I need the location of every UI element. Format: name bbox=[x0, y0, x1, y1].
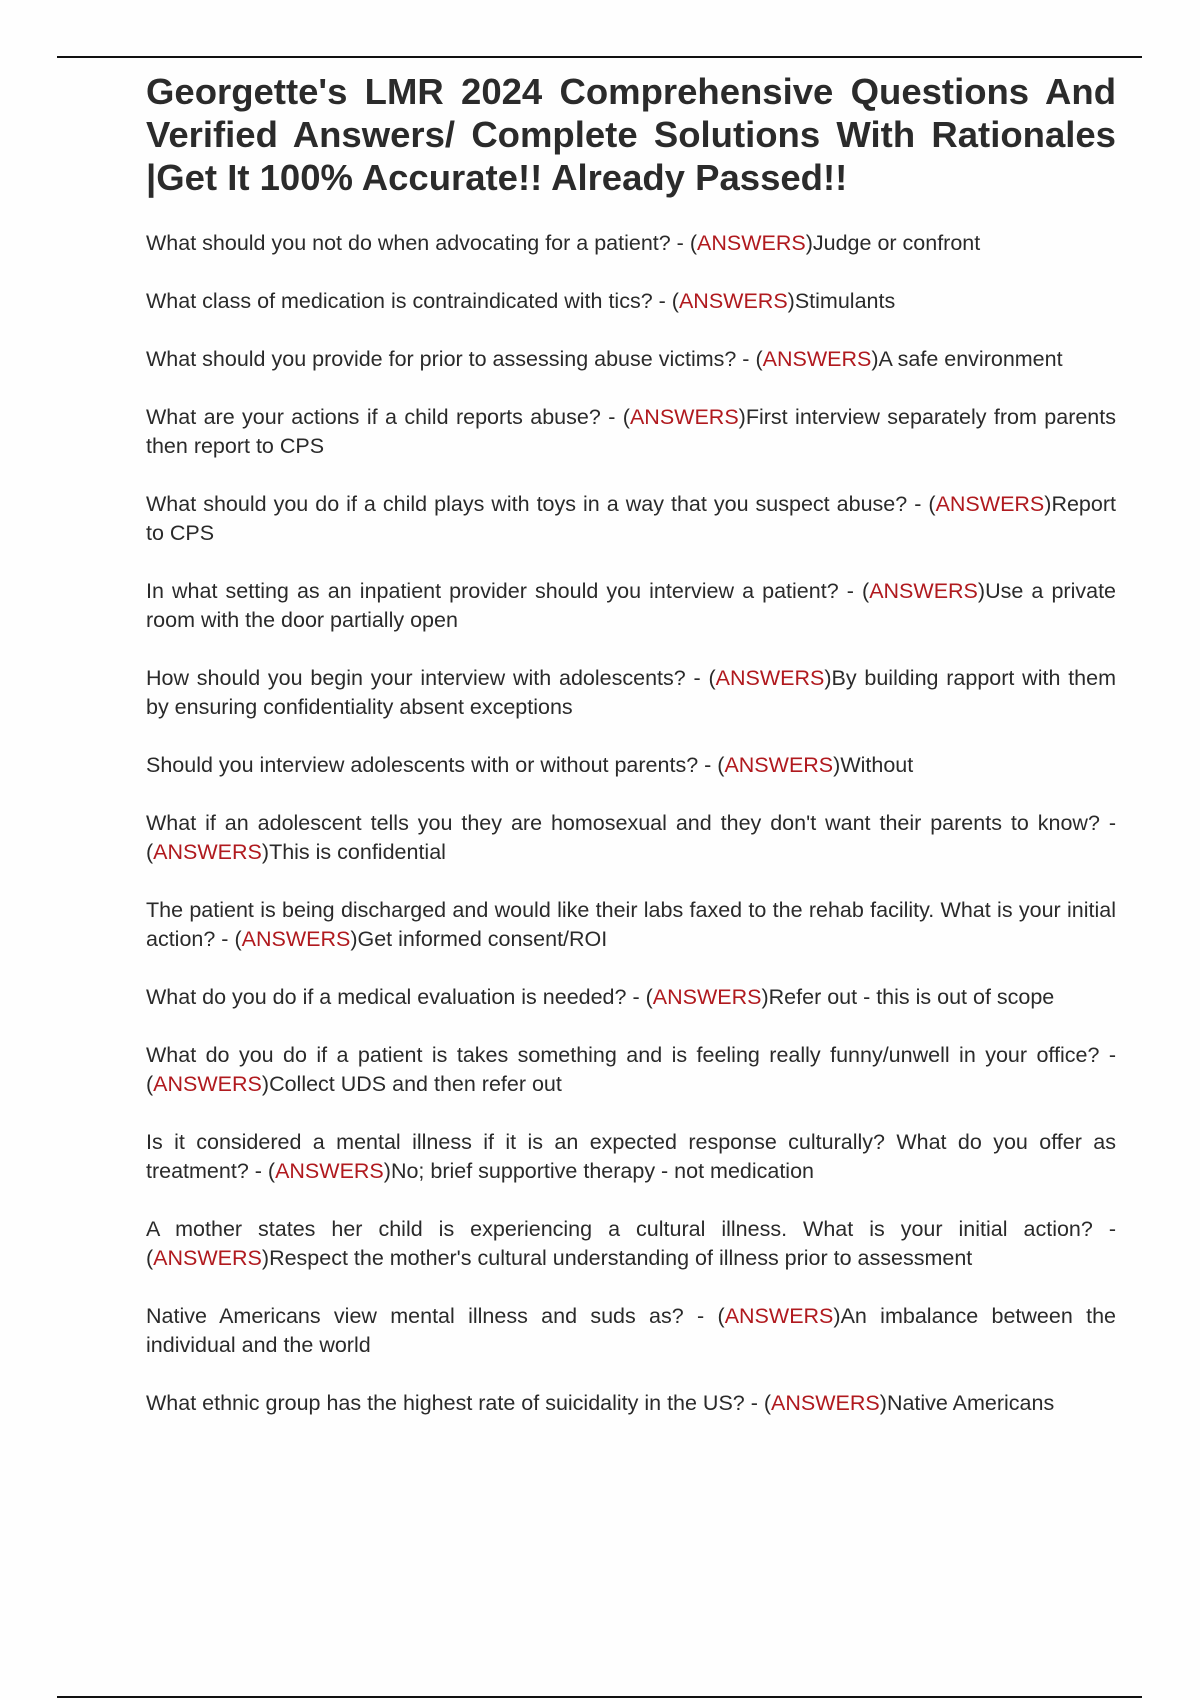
qa-list bbox=[146, 229, 1116, 1418]
qa-item: What do you do if a medical evaluation is needed? - (ANSWERS)Refer out - this is out of scope bbox=[146, 985, 1055, 1009]
answer-text: By building rapport with them by ensuring confidentiality absent exceptions bbox=[146, 666, 1116, 719]
qa-item: What ethnic group has the highest rate of suicidality in the US? - (ANSWERS)Native Americans bbox=[146, 1391, 1055, 1415]
question-text: What class of medication is contraindicated with tics? - bbox=[146, 289, 672, 313]
answer-label: ANSWERS bbox=[771, 1391, 880, 1415]
question-text: What are your actions if a child reports abuse? - bbox=[146, 405, 623, 429]
answer-text: Respect the mother's cultural understanding of illness prior to assessment bbox=[269, 1246, 973, 1270]
qa-item: Native Americans view mental illness and suds as? - (ANSWERS)An imbalance between the individual and the world bbox=[146, 1304, 1116, 1357]
question-text: What if an adolescent tells you they are homosexual and they don't want their parents to know? - bbox=[146, 811, 1116, 835]
answer-text: A safe environment bbox=[878, 347, 1063, 371]
qa-item: Is it considered a mental illness if it is an expected response culturally? What do you offer as treatment? - (ANSWERS)No; brief supportive therapy - not medication bbox=[146, 1130, 1116, 1183]
answer-label: ANSWERS bbox=[275, 1159, 384, 1183]
answer-label: ANSWERS bbox=[724, 753, 834, 777]
answer-text: An imbalance between the individual and the world bbox=[146, 1304, 1116, 1357]
answer-label: ANSWERS bbox=[869, 579, 978, 603]
question-text: Is it considered a mental illness if it is an expected response culturally? What do you offer as treatment? - bbox=[146, 1130, 1116, 1183]
qa-item: What class of medication is contraindicated with tics? - (ANSWERS)Stimulants bbox=[146, 289, 896, 313]
top-divider bbox=[57, 56, 1142, 58]
answer-label: ANSWERS bbox=[153, 1072, 262, 1096]
qa-item: What should you not do when advocating for a patient? - (ANSWERS)Judge or confront bbox=[146, 231, 981, 255]
answer-text: Report to CPS bbox=[146, 492, 1116, 545]
answer-text: Judge or confront bbox=[812, 231, 981, 255]
qa-item: What if an adolescent tells you they are homosexual and they don't want their parents to know? - (ANSWERS)This is confidential bbox=[146, 811, 1116, 864]
question-text: How should you begin your interview with adolescents? - bbox=[146, 666, 709, 690]
question-text: A mother states her child is experiencing a cultural illness. What is your initial action? - bbox=[146, 1217, 1116, 1241]
answer-text: Stimulants bbox=[794, 289, 896, 313]
answer-text: Get informed consent/ROI bbox=[357, 927, 608, 951]
answer-text: Collect UDS and then refer out bbox=[269, 1072, 562, 1096]
qa-item: Should you interview adolescents with or without parents? - (ANSWERS)Without bbox=[146, 753, 914, 777]
question-text: Native Americans view mental illness and suds as? - bbox=[146, 1304, 718, 1328]
answer-text: First interview separately from parents then report to CPS bbox=[146, 405, 1116, 458]
qa-item: What are your actions if a child reports abuse? - (ANSWERS)First interview separately from parents then report to CPS bbox=[146, 405, 1116, 458]
answer-text: This is confidential bbox=[269, 840, 446, 864]
question-text: What do you do if a medical evaluation is needed? - bbox=[146, 985, 646, 1009]
question-text: What should you not do when advocating for a patient? - bbox=[146, 231, 690, 255]
answer-label: ANSWERS bbox=[935, 492, 1045, 516]
qa-item: What should you do if a child plays with toys in a way that you suspect abuse? - (ANSWERS)Report to CPS bbox=[146, 492, 1116, 545]
answer-label: ANSWERS bbox=[629, 405, 739, 429]
document-title: Georgette's LMR 2024 Comprehensive Questions And Verified Answers/ Complete Solutions With Rationales |Get It 100% Accurate!! Already Passed!! bbox=[146, 71, 1116, 198]
answer-label: ANSWERS bbox=[762, 347, 872, 371]
answer-label: ANSWERS bbox=[697, 231, 806, 255]
answer-label: ANSWERS bbox=[724, 1304, 834, 1328]
qa-item: A mother states her child is experiencing a cultural illness. What is your initial action? - (ANSWERS)Respect the mother's cultural understanding of illness prior to assessment bbox=[146, 1217, 1116, 1270]
answer-text: Without bbox=[840, 753, 914, 777]
question-text: The patient is being discharged and would like their labs faxed to the rehab facility. What is your initial action? - bbox=[146, 898, 1116, 951]
qa-item: The patient is being discharged and would like their labs faxed to the rehab facility. What is your initial action? - (ANSWERS)Get informed consent/ROI bbox=[146, 898, 1116, 951]
answer-text: No; brief supportive therapy - not medication bbox=[390, 1159, 815, 1183]
qa-item: How should you begin your interview with adolescents? - (ANSWERS)By building rapport with them by ensuring confidentiality absent exceptions bbox=[146, 666, 1116, 719]
question-text: What do you do if a patient is takes something and is feeling really funny/unwell in your office? - bbox=[146, 1043, 1116, 1067]
answer-text: Refer out - this is out of scope bbox=[768, 985, 1055, 1009]
answer-label: ANSWERS bbox=[153, 840, 262, 864]
answer-text: Native Americans bbox=[886, 1391, 1055, 1415]
question-text: What ethnic group has the highest rate of suicidality in the US? - bbox=[146, 1391, 764, 1415]
qa-item: What should you provide for prior to assessing abuse victims? - (ANSWERS)A safe environment bbox=[146, 347, 1063, 371]
bottom-divider bbox=[57, 1696, 1142, 1698]
question-text: In what setting as an inpatient provider should you interview a patient? - bbox=[146, 579, 863, 603]
document-content bbox=[146, 70, 1116, 1447]
question-text: What should you provide for prior to assessing abuse victims? - bbox=[146, 347, 756, 371]
answer-text: Use a private room with the door partially open bbox=[146, 579, 1116, 632]
qa-item: In what setting as an inpatient provider should you interview a patient? - (ANSWERS)Use a private room with the door partially open bbox=[146, 579, 1116, 632]
answer-label: ANSWERS bbox=[678, 289, 788, 313]
answer-label: ANSWERS bbox=[715, 666, 825, 690]
answer-label: ANSWERS bbox=[652, 985, 762, 1009]
qa-item: What do you do if a patient is takes something and is feeling really funny/unwell in your office? - (ANSWERS)Collect UDS and then refer out bbox=[146, 1043, 1116, 1096]
question-text: Should you interview adolescents with or without parents? - bbox=[146, 753, 718, 777]
answer-label: ANSWERS bbox=[241, 927, 351, 951]
question-text: What should you do if a child plays with toys in a way that you suspect abuse? - bbox=[146, 492, 929, 516]
answer-label: ANSWERS bbox=[153, 1246, 262, 1270]
